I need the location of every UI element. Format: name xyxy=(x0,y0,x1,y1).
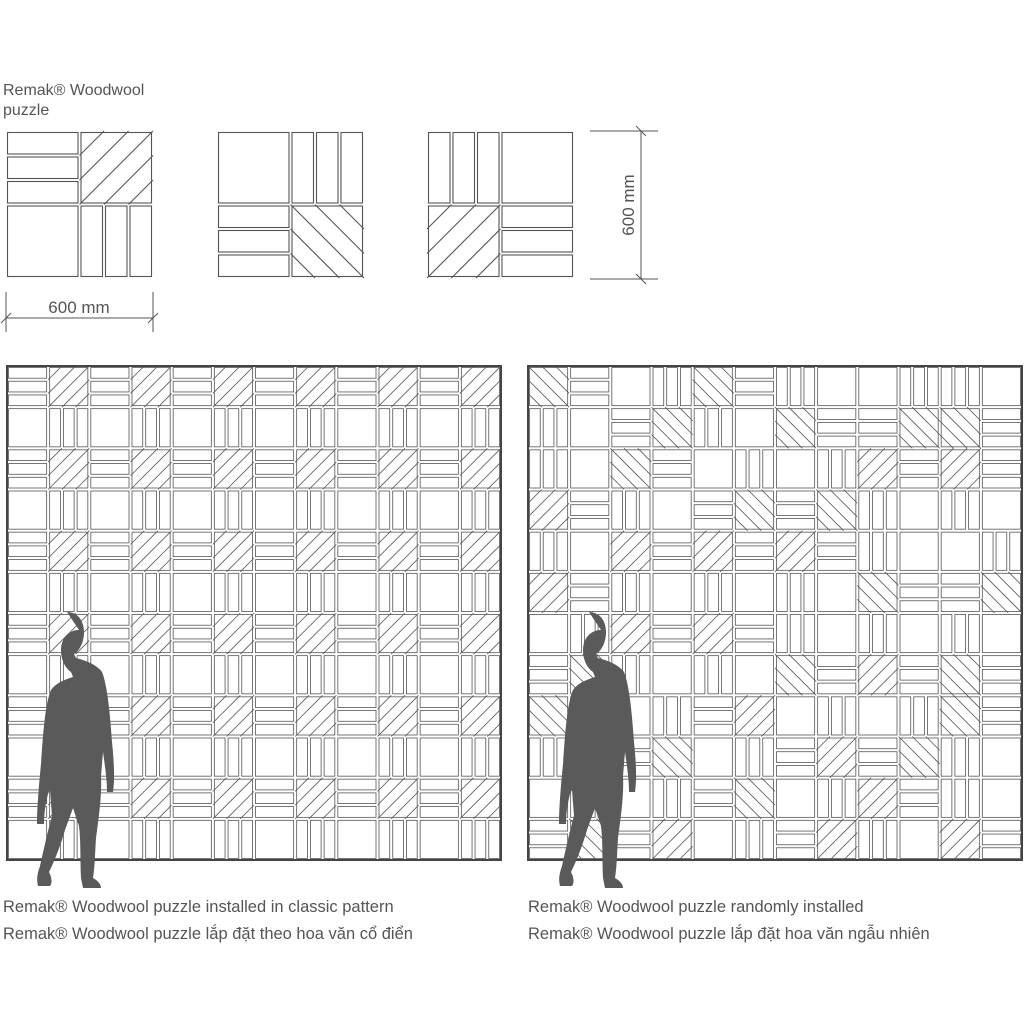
puzzle-tile xyxy=(173,448,254,529)
random-pattern-wall xyxy=(528,366,1022,888)
classic-caption-vi: Remak® Woodwool puzzle lắp đặt theo hoa văn cổ điển xyxy=(3,925,413,943)
puzzle-tile xyxy=(777,779,858,860)
puzzle-tile xyxy=(610,531,691,612)
puzzle-tile xyxy=(528,366,609,447)
puzzle-tile xyxy=(338,448,419,529)
puzzle-tile xyxy=(173,613,254,694)
puzzle-tile xyxy=(940,368,1021,449)
puzzle-tile xyxy=(256,778,337,859)
puzzle-tile xyxy=(775,531,856,612)
puzzle-tile xyxy=(420,695,501,776)
puzzle-tile xyxy=(173,778,254,859)
puzzle-tile xyxy=(857,778,938,859)
puzzle-tile xyxy=(91,448,172,529)
puzzle-tile xyxy=(775,615,856,696)
random-caption-vi: Remak® Woodwool puzzle lắp đặt hoa văn ngẫu nhiên xyxy=(528,925,930,943)
puzzle-tile xyxy=(173,366,254,447)
puzzle-tile xyxy=(420,613,501,694)
puzzle-tile xyxy=(420,778,501,859)
puzzle-tile xyxy=(256,531,337,612)
puzzle-tile xyxy=(173,695,254,776)
title-line-2: puzzle xyxy=(3,102,50,119)
puzzle-tile xyxy=(427,133,573,279)
puzzle-tile xyxy=(9,366,90,447)
puzzle-tile xyxy=(528,450,609,531)
puzzle-tile xyxy=(528,532,609,613)
puzzle-tile xyxy=(610,448,691,529)
puzzle-tile xyxy=(612,367,693,448)
puzzle-tile xyxy=(694,778,775,859)
puzzle-tile xyxy=(91,531,172,612)
classic-caption-en: Remak® Woodwool puzzle installed in classic pattern xyxy=(3,898,394,916)
puzzle-tile xyxy=(859,368,940,449)
puzzle-tile xyxy=(338,613,419,694)
puzzle-tile xyxy=(256,448,337,529)
puzzle-tile xyxy=(338,531,419,612)
puzzle-tile xyxy=(775,367,856,448)
puzzle-tile xyxy=(8,131,154,277)
classic-pattern-wall xyxy=(7,366,501,888)
puzzle-tile xyxy=(940,779,1021,860)
puzzle-tile xyxy=(612,779,693,860)
tile-variant-a xyxy=(8,131,154,277)
tile-variant-b xyxy=(219,133,365,279)
puzzle-tile xyxy=(9,531,90,612)
puzzle-tile xyxy=(420,366,501,447)
puzzle-tile xyxy=(777,450,858,531)
puzzle-tile xyxy=(694,695,775,776)
puzzle-tile xyxy=(940,615,1021,696)
puzzle-tile xyxy=(694,450,775,531)
title-line-1: Remak® Woodwool xyxy=(3,82,145,99)
puzzle-tile xyxy=(420,531,501,612)
puzzle-tile xyxy=(859,697,940,778)
puzzle-tile xyxy=(338,778,419,859)
random-caption-en: Remak® Woodwool puzzle randomly installed xyxy=(528,898,864,916)
puzzle-tile xyxy=(940,448,1021,529)
puzzle-tile xyxy=(857,532,938,613)
puzzle-tile xyxy=(777,697,858,778)
puzzle-tile xyxy=(338,366,419,447)
width-label: 600 mm xyxy=(48,298,110,317)
puzzle-tile xyxy=(256,366,337,447)
height-label: 600 mm xyxy=(619,174,638,236)
puzzle-tile xyxy=(420,448,501,529)
puzzle-tile xyxy=(91,778,172,859)
puzzle-tile xyxy=(940,695,1021,776)
puzzle-tile xyxy=(91,366,172,447)
puzzle-tile xyxy=(693,613,774,694)
puzzle-tile xyxy=(256,695,337,776)
puzzle-tile xyxy=(941,532,1022,613)
puzzle-tile xyxy=(857,448,938,529)
puzzle-tile xyxy=(857,615,938,696)
puzzle-tile xyxy=(219,133,365,279)
puzzle-tile xyxy=(693,366,774,447)
puzzle-tile xyxy=(9,448,90,529)
puzzle-tile xyxy=(338,695,419,776)
tile-variant-c xyxy=(427,133,573,279)
puzzle-tile xyxy=(173,531,254,612)
puzzle-tile xyxy=(693,531,774,612)
puzzle-tile xyxy=(256,613,337,694)
